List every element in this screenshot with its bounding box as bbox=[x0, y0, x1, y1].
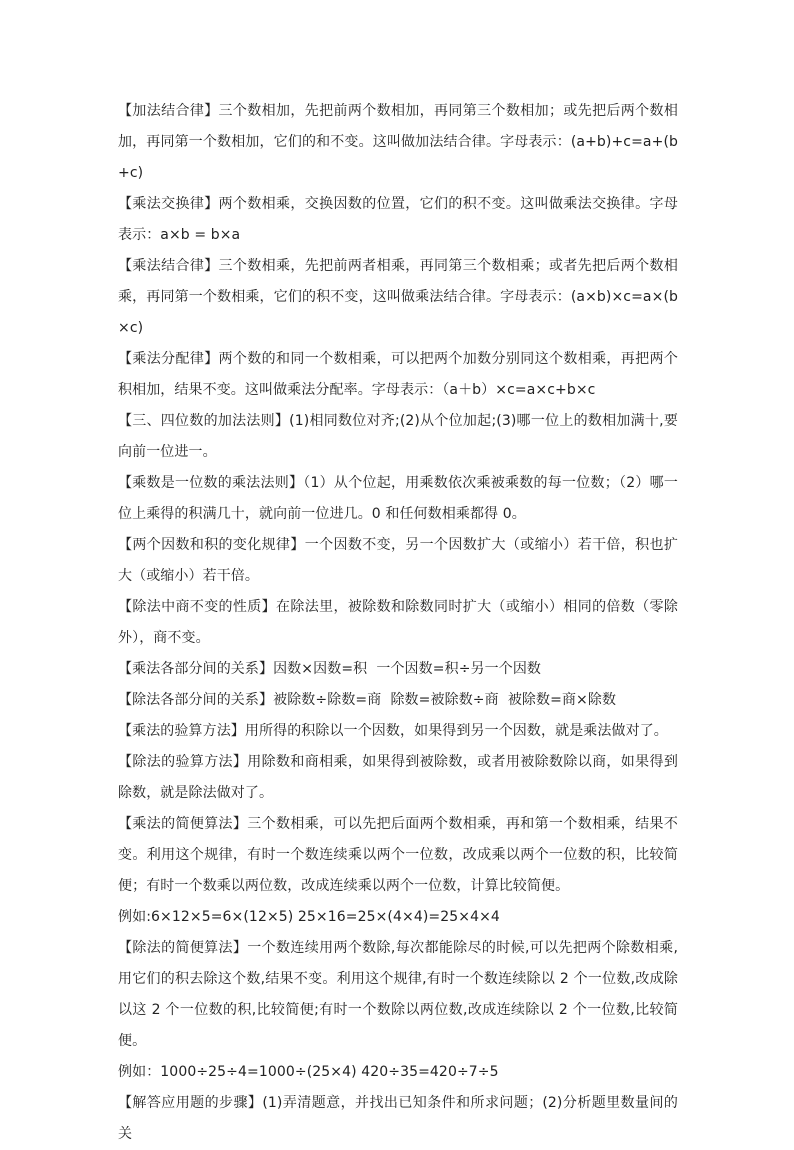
multiplication-check-method: 【乘法的验算方法】用所得的积除以一个因数，如果得到另一个因数，就是乘法做对了。 bbox=[118, 723, 668, 739]
division-example: 例如：1000÷25÷4=1000÷(25×4) 420÷35=420÷7÷5 bbox=[118, 1064, 499, 1080]
word-problem-steps: 【解答应用题的步骤】(1)弄清题意，并找出已知条件和所求问题；(2)分析题里数量间的关 bbox=[118, 1095, 678, 1142]
addition-associative-law: 【加法结合律】三个数相加，先把前两个数相加，再同第三个数相加；或先把后两个数相加，再同第一个数相加，它们的和不变。这叫做加法结合律。字母表示：(a+b)+c=a+(b+c) bbox=[118, 103, 678, 181]
multi-digit-addition-rule: 【三、四位数的加法法则】(1)相同数位对齐;(2)从个位加起;(3)哪一位上的数相加满十,要向前一位进一。 bbox=[118, 413, 678, 460]
multiplication-shortcut: 【乘法的简便算法】三个数相乘，可以先把后面两个数相乘，再和第一个数相乘，结果不变。利用这个规律，有时一个数连续乘以两个一位数，改成乘以两个一位数的积，比较简便；有时一个数乘以两位数，改成连续乘以两个一位数，计算比较简便。 bbox=[118, 816, 678, 894]
multiplication-associative-law: 【乘法结合律】三个数相乘，先把前两者相乘，再同第三个数相乘；或者先把后两个数相乘，再同第一个数相乘，它们的积不变，这叫做乘法结合律。字母表示：(a×b)×c=a×(b×c) bbox=[118, 258, 678, 336]
document-page bbox=[118, 96, 678, 1150]
quotient-invariance-property: 【除法中商不变的性质】在除法里，被除数和除数同时扩大（或缩小）相同的倍数（零除外），商不变。 bbox=[118, 599, 678, 646]
division-parts-relation: 【除法各部分间的关系】被除数÷除数=商 除数=被除数÷商 被除数=商×除数 bbox=[118, 692, 617, 708]
division-check-method: 【除法的验算方法】用除数和商相乘，如果得到被除数，或者用被除数除以商，如果得到除数，就是除法做对了。 bbox=[118, 754, 678, 801]
multiplication-parts-relation: 【乘法各部分间的关系】因数×因数=积 一个因数=积÷另一个因数 bbox=[118, 661, 542, 677]
multiplication-distributive-law: 【乘法分配律】两个数的和同一个数相乘，可以把两个加数分别同这个数相乘，再把两个积相加，结果不变。这叫做乘法分配率。字母表示：（a＋b）×c=a×c+b×c bbox=[118, 351, 678, 398]
single-digit-multiplier-rule: 【乘数是一位数的乘法法则】（1）从个位起，用乘数依次乘被乘数的每一位数；（2）哪一位上乘得的积满几十，就向前一位进几。0 和任何数相乘都得 0。 bbox=[118, 475, 678, 522]
multiplication-example: 例如:6×12×5=6×(12×5) 25×16=25×(4×4)=25×4×4 bbox=[118, 909, 500, 925]
division-shortcut: 【除法的简便算法】一个数连续用两个数除,每次都能除尽的时候,可以先把两个除数相乘,用它们的积去除这个数,结果不变。利用这个规律,有时一个数连续除以 2 个一位数,改成除以这 2 个一位数的积,比较简便;有时一个数除以两位数,改成连续除以 2 个一位数,比较简便。 bbox=[118, 940, 678, 1049]
factor-product-variation-rule: 【两个因数和积的变化规律】一个因数不变，另一个因数扩大（或缩小）若干倍，积也扩大（或缩小）若干倍。 bbox=[118, 537, 678, 584]
multiplication-commutative-law: 【乘法交换律】两个数相乘，交换因数的位置，它们的积不变。这叫做乘法交换律。字母表示：a×b = b×a bbox=[118, 196, 678, 243]
